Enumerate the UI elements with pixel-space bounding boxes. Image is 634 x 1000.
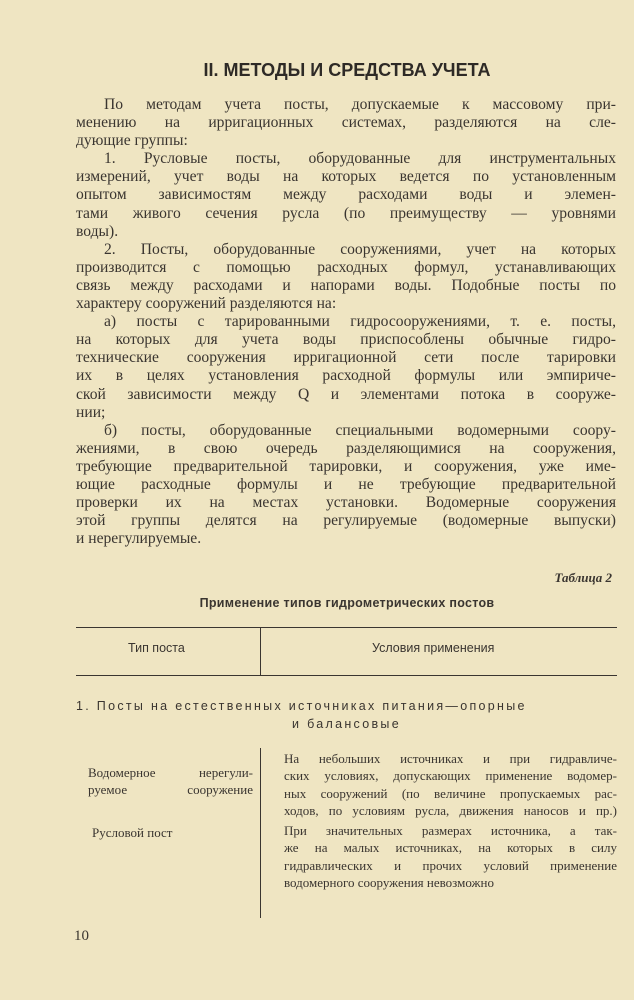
- text-line: менению на ирригационных системах, разделяются на сле-: [76, 114, 616, 132]
- row-2-type: Русловой пост: [92, 825, 173, 840]
- text-line: 1. Русловые посты, оборудованные для инструментальных: [104, 150, 616, 168]
- table-top-rule: [76, 627, 617, 628]
- body-text: [76, 96, 616, 548]
- text-line: б) посты, оборудованные специальными водомерными соору-: [104, 421, 616, 439]
- text-line: воды).: [76, 222, 119, 240]
- text-line: характеру сооружений разделяются на:: [76, 295, 337, 313]
- text-line: производится с помощью расходных формул, устанавливающих: [76, 258, 616, 276]
- text-line: ющие расходные формулы и не требующие предварительной: [76, 475, 616, 493]
- text-line: технические сооружения ирригационной сети после тарировки: [76, 349, 616, 367]
- text-line: опытом зависимостям между расходами воды и элемен-: [76, 186, 616, 204]
- text-line: проверки их на местах установки. Водомерные сооружения: [76, 494, 616, 512]
- text-line: связь между расходами и напорами воды. Подобные посты по: [76, 276, 616, 294]
- text-line: их в целях установления расходной формулы или эмпириче-: [76, 367, 616, 385]
- table-caption: Применение типов гидрометрических постов: [199, 596, 495, 610]
- text-line: требующие предварительной тарировки, и сооружения, уже име-: [76, 457, 616, 475]
- text-line: жениями, в свою очередь разделяющимися на сооружения,: [76, 439, 616, 457]
- text-line: измерений, учет воды на которых ведется по установленным: [76, 168, 616, 186]
- row-1-conditions: На небольших источниках и при гидравличе- ских условиях, допускающих применение водомер- ных сооружений (по величине пропускаемых рас- ходов, по условиям русла, движения наносов и пр.): [284, 751, 617, 818]
- table-number: Таблица 2: [554, 570, 612, 585]
- row-1-type: Водомерное нерегули- руемое сооружение: [88, 765, 253, 798]
- text-line: ской зависимости между Q и элементами потока в сооруже-: [76, 385, 616, 403]
- column-header-conditions: Условия применения: [372, 641, 495, 655]
- table-section-heading: 1. Посты на естественных источниках питания—опорные и балансовые: [76, 699, 527, 731]
- section-heading: II. МЕТОДЫ И СРЕДСТВА УЧЕТА: [203, 60, 491, 80]
- text-line: По методам учета посты, допускаемые к массовому при-: [104, 96, 616, 113]
- text-line: на которых для учета воды приспособлены обычные гидро-: [76, 331, 616, 349]
- body-column-divider: [260, 748, 261, 918]
- header-column-divider: [260, 628, 261, 675]
- text-line: нии;: [76, 403, 106, 421]
- page-number: 10: [74, 928, 89, 944]
- text-line: тами живого сечения русла (по преимуществу — уровнями: [76, 204, 616, 222]
- text-line: дующие группы:: [76, 132, 188, 150]
- text-line: этой группы делятся на регулируемые (водомерные выпуски): [76, 512, 616, 530]
- text-line: 2. Посты, оборудованные сооружениями, учет на которых: [104, 240, 616, 258]
- table-header-rule: [76, 675, 617, 676]
- column-header-type: Тип поста: [128, 641, 185, 655]
- text-line: и нерегулируемые.: [76, 530, 202, 548]
- row-2-conditions: При значительных размерах источника, а так- же на малых источниках, на которых в силу гидравлических и прочих условий применение водомерного сооружения невозможно: [284, 823, 617, 890]
- text-line: а) посты с тарированными гидросооружениями, т. е. посты,: [104, 313, 616, 331]
